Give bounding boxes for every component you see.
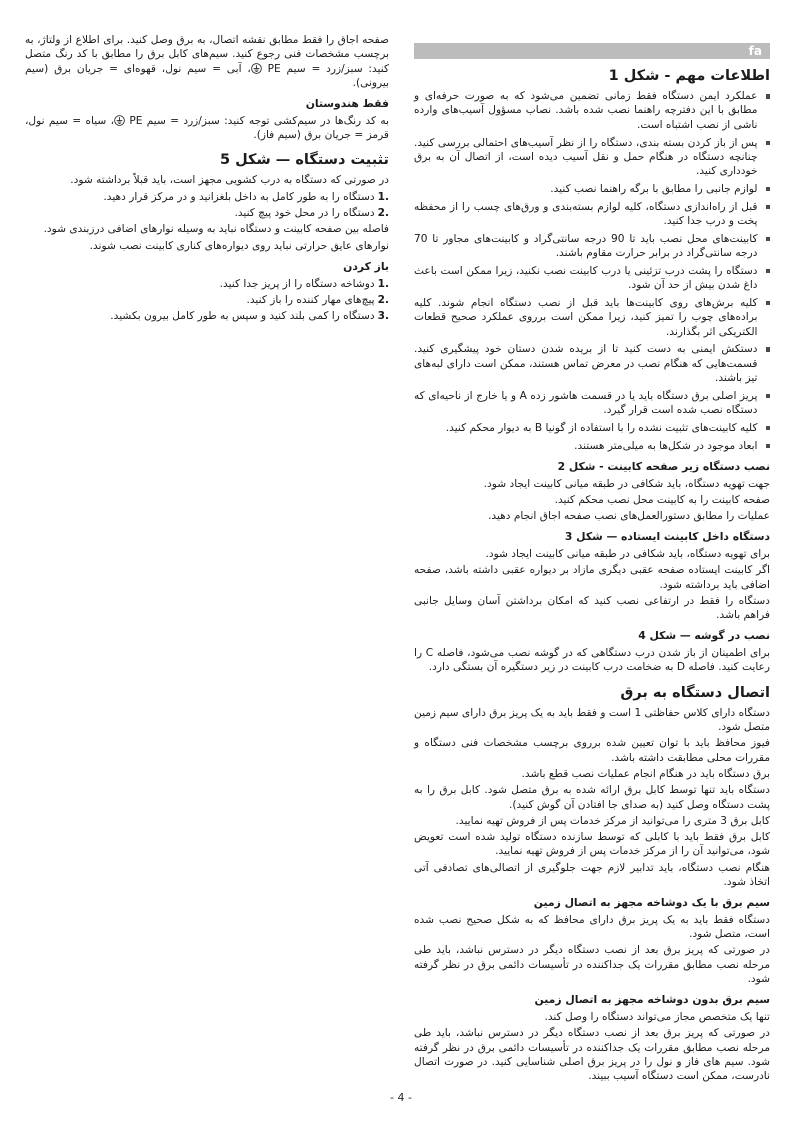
bullet-item bbox=[414, 200, 770, 229]
square-bullet-icon bbox=[766, 237, 771, 242]
step-number: 1. bbox=[377, 190, 389, 203]
bullet-text: کلیه برش‌های روی کابینت‌ها باید قبل از نصب دستگاه انجام شوند. کلیه براده‌های چوب را تمیز کنید، زیرا ممکن است برروی عملکرد صحیح قطعات الکتریکی اثر بگذارند. bbox=[414, 296, 758, 338]
paragraph: برای تهویه دستگاه، باید شکافی در طبقه میانی کابینت ایجاد شود. bbox=[485, 547, 770, 560]
paragraph: دستگاه فقط باید به یک پریز برق دارای محافظ که به شکل صحیح نصب شده است، متصل شود. bbox=[414, 913, 770, 941]
bullet-text: قبل از راه‌اندازی دستگاه، کلیه لوازم بسته‌بندی و ورق‌های چسب را از محفظه پخت و درب جدا کنید. bbox=[414, 200, 758, 227]
bullet-text: لوازم جانبی را مطابق با برگه راهنما نصب کنید. bbox=[550, 182, 758, 195]
square-bullet-icon bbox=[766, 141, 771, 146]
numbered-step bbox=[25, 293, 389, 307]
paragraph: دستگاه باید تنها توسط کابل برق ارائه شده به برق متصل شود. کابل برق را به پشت دستگاه وصل کنید (به صدای جا افتادن آن گوش کنید). bbox=[414, 784, 770, 811]
bullet-item bbox=[414, 421, 770, 435]
step-text: پیچ‌های مهار کننده را باز کنید. bbox=[246, 293, 375, 306]
paragraph: هنگام نصب دستگاه، باید تدابیر لازم جهت جلوگیری از اتصالی‌های تصادفی آتی اتخاذ شود. bbox=[414, 861, 770, 888]
language-tab-bar bbox=[414, 43, 770, 59]
square-bullet-icon bbox=[766, 426, 771, 431]
numbered-step bbox=[25, 206, 389, 220]
bullet-item bbox=[414, 342, 770, 385]
paragraph: برق دستگاه باید در هنگام انجام عملیات نصب قطع باشد. bbox=[521, 767, 770, 780]
square-bullet-icon bbox=[766, 394, 771, 399]
heading-install-under-worktop: نصب دستگاه زیر صفحه کابینت - شکل 2 bbox=[557, 459, 770, 473]
square-bullet-icon bbox=[766, 301, 771, 306]
step-text: دوشاخه دستگاه را از پریز جدا کنید. bbox=[219, 277, 375, 290]
bullet-text: کابینت‌های محل نصب باید تا 90 درجه سانتی‌گراد و کابینت‌های مجاور تا 70 درجه سانتی‌گراد در برابر حرارت مقاوم باشند. bbox=[414, 232, 758, 260]
bullet-item bbox=[414, 264, 770, 293]
page-number: - 4 - bbox=[390, 1091, 412, 1104]
bullet-text: کلیه کابینت‌های تثبیت نشده را با استفاده از گونیا B به دیوار محکم کنید. bbox=[445, 421, 758, 434]
step-number: 2. bbox=[377, 207, 389, 220]
bullet-item bbox=[414, 136, 770, 179]
bullet-item bbox=[414, 439, 770, 453]
right-column bbox=[414, 43, 770, 1085]
bullet-text: عملکرد ایمن دستگاه فقط زمانی تضمین می‌شود که به صورت حرفه‌ای و مطابق با این دفترچه راهنما نصب شده باشد. نصاب مسؤول آسیب‌های وارده ناشی از نصب اشتباه است. bbox=[414, 90, 758, 131]
india-text-after-symbol: ، سیاه = سیم نول، قرمز = جریان برق (سیم فاز). bbox=[25, 114, 389, 142]
paragraph: کابل برق 3 متری را می‌توانید از مرکز خدمات پس از فروش تهیه نمایید. bbox=[455, 814, 770, 827]
bullet-item bbox=[414, 89, 770, 132]
india-text-before-symbol: به کد رنگ‌ها در سیم‌کشی توجه کنید: سبز/زرد = سیم PE bbox=[125, 114, 390, 127]
step-text: دستگاه را در محل خود پیچ کنید. bbox=[234, 207, 375, 220]
step-text: دستگاه را کمی بلند کنید و سپس به طور کامل بیرون بکشید. bbox=[110, 310, 375, 323]
step-text: دستگاه را به طور کامل به داخل بلغزانید و در مرکز قرار دهید. bbox=[103, 190, 375, 203]
bullet-item bbox=[414, 389, 770, 418]
heading-cord-without-earthed-plug: سیم برق بدون دوشاخه مجهز به اتصال زمین bbox=[534, 993, 770, 1007]
heading-corner-installation: نصب در گوشه — شکل 4 bbox=[638, 629, 770, 643]
step-number: 1. bbox=[377, 277, 389, 290]
pe-earth-ground-circle-icon bbox=[251, 63, 262, 74]
heading-install-tall-cabinet: دستگاه داخل کابینت ایستاده — شکل 3 bbox=[564, 530, 770, 544]
bullet-item bbox=[414, 182, 770, 196]
pe-earth-ground-circle-icon bbox=[114, 115, 125, 126]
bullet-text: دستکش ایمنی به دست کنید تا از بریده شدن دستان خود پیشگیری کنید. قسمت‌هایی که هنگام نصب در معرض تماس هستند، ممکن است دارای لبه‌های تیز باشند. bbox=[414, 343, 758, 384]
language-code-label: fa bbox=[748, 43, 762, 58]
paragraph: صفحه کابینت را به کابینت محل نصب محکم کنید. bbox=[554, 493, 770, 506]
heading-india-only: فقط هندوستان bbox=[305, 97, 389, 111]
wiring-colour-code-paragraph bbox=[25, 33, 389, 90]
step-number: 2. bbox=[377, 293, 389, 306]
square-bullet-icon bbox=[766, 444, 771, 449]
heading-cord-with-earthed-plug: سیم برق با یک دوشاخه مجهز به اتصال زمین bbox=[533, 896, 770, 910]
heading-removal: باز کردن bbox=[343, 259, 389, 273]
paragraph: در صورتی که پریز برق بعد از نصب دستگاه دیگر در دسترس نباشد، باید طی مرحله نصب مطابق مقررات یک جداکننده در تأسیسات دائمی برق در نظر گرفته شود. bbox=[414, 944, 770, 986]
paragraph: دستگاه دارای کلاس حفاظتی 1 است و فقط باید به یک پریز برق دارای سیم زمین متصل شود. bbox=[414, 706, 770, 734]
numbered-step bbox=[25, 190, 389, 204]
wiring-text-after-symbol: ، آبی = سیم نول، قهوه‌ای = جریان برق (سیم بیرونی). bbox=[25, 62, 389, 89]
square-bullet-icon bbox=[766, 94, 771, 99]
paragraph: جهت تهویه دستگاه، باید شکافی در طبقه میانی کابینت ایجاد شود. bbox=[483, 477, 770, 490]
left-column bbox=[25, 33, 389, 325]
numbered-step bbox=[25, 277, 389, 291]
paragraph: تنها یک متخصص مجاز می‌تواند دستگاه را وصل کند. bbox=[544, 1010, 770, 1023]
heading-securing-appliance: تثبیت دستگاه — شکل 5 bbox=[219, 152, 389, 169]
paragraph: دستگاه را فقط در ارتفاعی نصب کنید که امکان برداشتن آسان وسایل جانبی فراهم باشد. bbox=[414, 594, 770, 622]
paragraph: اگر کابینت ایستاده صفحه عقبی دیگری مازاد بر دیواره عقبی داشته باشد، صفحه اضافی باید برداشته شود. bbox=[414, 564, 770, 591]
paragraph: فاصله بین صفحه کابینت و دستگاه نباید به وسیله نوارهای اضافی درزبندی شود. bbox=[43, 223, 389, 236]
heading-electrical-connection: اتصال دستگاه به برق bbox=[620, 684, 770, 701]
square-bullet-icon bbox=[766, 187, 771, 192]
heading-important-information: اطلاعات مهم - شکل 1 bbox=[608, 68, 770, 84]
wiring-text-before-symbol: صفحه اجاق را فقط مطابق نقشه اتصال، به برق وصل کنید. برای اطلاع از ولتاژ، به برچسب مشخصات فنی رجوع کنید. سیم‌های کابل برق را مطابق با کد رنگ متصل کنید: سبز/زرد = سیم PE bbox=[25, 34, 389, 75]
paragraph: نوارهای عایق حرارتی نباید روی دیواره‌های کناری کابینت نصب شوند. bbox=[89, 239, 389, 252]
bullet-text: دستگاه را پشت درب تزئینی یا درب کابینت نصب نکنید، زیرا ممکن است باعث داغ شدن بیش از حد آن شود. bbox=[414, 264, 758, 292]
paragraph: در صورتی که پریز برق بعد از نصب دستگاه دیگر در دسترس نباشد، باید طی مرحله نصب مطابق مقررات یک جداکننده در تأسیسات دائمی برق در نظر گرفته شود. سیم های فاز و نول را در پریز برق اصلی شناسایی کنید. در صورت اتصال نادرست، ممکن است دستگاه آسیب ببیند. bbox=[414, 1027, 770, 1083]
square-bullet-icon bbox=[766, 205, 771, 210]
step-number: 3. bbox=[377, 310, 389, 323]
square-bullet-icon bbox=[766, 269, 771, 274]
paragraph: فیوز محافظ باید با توان تعیین شده برروی برچسب مشخصات فنی دستگاه و مقررات محلی مطابقت داشته باشد. bbox=[414, 737, 770, 764]
bullet-item bbox=[414, 296, 770, 339]
paragraph: برای اطمینان از باز شدن درب دستگاهی که در گوشه نصب می‌شود، فاصله C را رعایت کنید. فاصله D به ضخامت درب کابینت در زیر دستگیره آن بستگی دارد. bbox=[414, 647, 770, 674]
bullet-text: پریز اصلی برق دستگاه باید یا در قسمت هاشور زده A و یا خارج از ناحیه‌ای که دستگاه نصب شده است قرار گیرد. bbox=[414, 389, 758, 417]
paragraph: در صورتی که دستگاه به درب کشویی مجهز است، باید قبلاً برداشته شود. bbox=[70, 174, 389, 187]
india-colour-code-paragraph bbox=[25, 114, 389, 143]
square-bullet-icon bbox=[766, 347, 771, 352]
bullet-text: پس از باز کردن بسته بندی، دستگاه را از نظر آسیب‌های احتمالی بررسی کنید. چنانچه دستگاه در هنگام حمل و نقل آسیب دیده است، از اتصال آن به برق خودداری کنید. bbox=[414, 136, 758, 178]
numbered-step bbox=[25, 309, 389, 323]
paragraph: کابل برق فقط باید با کابلی که توسط سازنده دستگاه تولید شده است تعویض شود، می‌توانید آن را از مرکز خدمات پس از فروش تهیه نمایید. bbox=[414, 831, 770, 858]
paragraph: عملیات را مطابق دستورالعمل‌های نصب صفحه اجاق انجام دهید. bbox=[488, 510, 770, 523]
bullet-text: ابعاد موجود در شکل‌ها به میلی‌متر هستند. bbox=[574, 439, 758, 452]
bullet-item bbox=[414, 232, 770, 261]
